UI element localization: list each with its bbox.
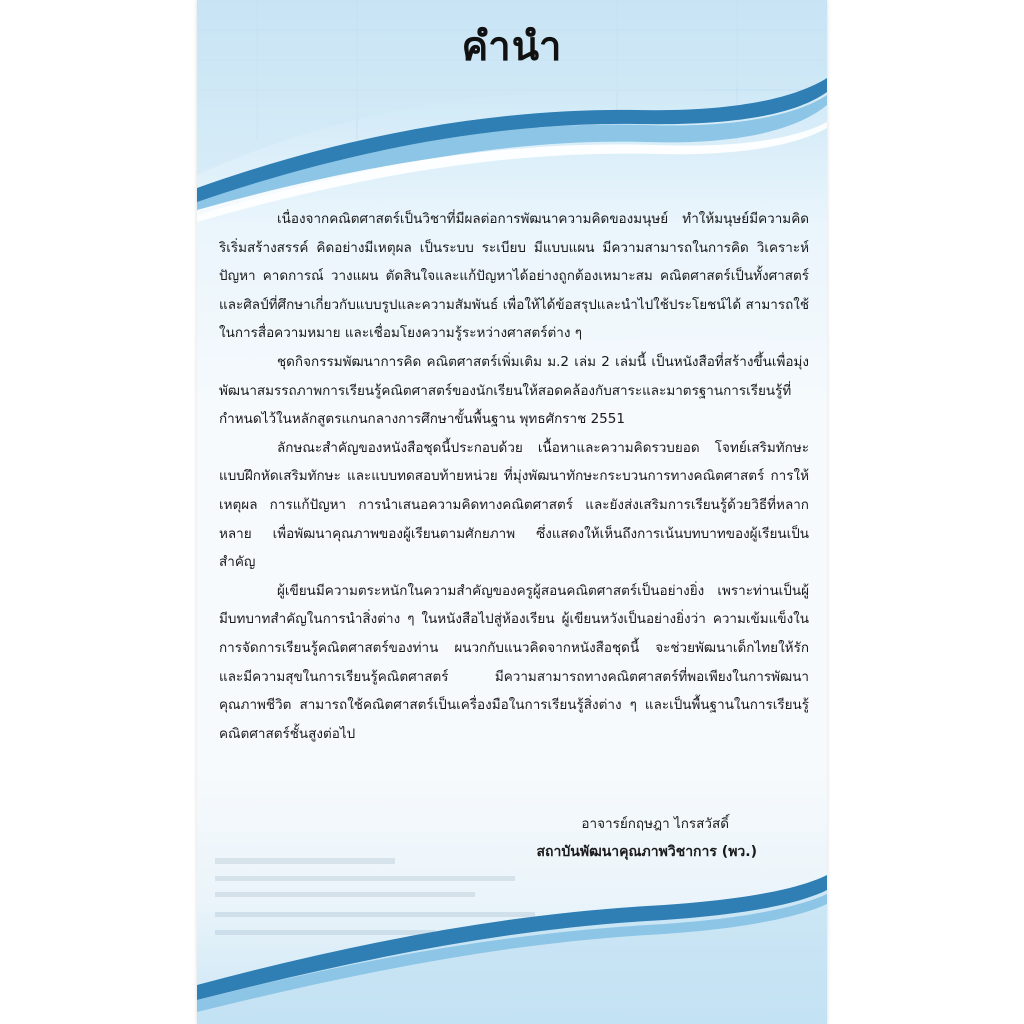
- preface-body: [219, 205, 809, 748]
- paragraph: ผู้เขียนมีความตระหนักในความสำคัญของครูผู้สอนคณิตศาสตร์เป็นอย่างยิ่ง เพราะท่านเป็นผู้มีบทบาทสำคัญในการนำสิ่งต่าง ๆ ในหนังสือไปสู่ห้องเรียน ผู้เขียนหวังเป็นอย่างยิ่งว่า ความเข้มแข็งในการจัดการเรียนรู้คณิตศาสตร์ของท่าน ผนวกกับแนวคิดจากหนังสือชุดนี้ จะช่วยพัฒนาเด็กไทยให้รักและมีความสุขในการเรียนรู้คณิตศาสตร์ มีความสามารถทางคณิตศาสตร์ที่พอเพียงในการพัฒนาคุณภาพชีวิต สามารถใช้คณิตศาสตร์เป็นเครื่องมือในการเรียนรู้สิ่งต่าง ๆ และเป็นพื้นฐานในการเรียนรู้คณิตศาสตร์ชั้นสูงต่อไป: [219, 582, 809, 742]
- organization-name: สถาบันพัฒนาคุณภาพวิชาการ (พว.): [536, 844, 757, 860]
- paragraph: ลักษณะสำคัญของหนังสือชุดนี้ประกอบด้วย เนื้อหาและความคิดรวบยอด โจทย์เสริมทักษะ แบบฝึกหัดเสริมทักษะ และแบบทดสอบท้ายหน่วย ที่มุ่งพัฒนาทักษะกระบวนการทางคณิตศาสตร์ การให้เหตุผล การแก้ปัญหา การนำเสนอความคิดทางคณิตศาสตร์ และยังส่งเสริมการเรียนรู้ด้วยวิธีที่หลากหลาย เพื่อพัฒนาคุณภาพของผู้เรียนตามศักยภาพ ซึ่งแสดงให้เห็นถึงการเน้นบทบาทของผู้เรียนเป็นสำคัญ: [219, 439, 809, 571]
- signature-block: [197, 810, 757, 866]
- document-page: [197, 0, 827, 1024]
- paragraph: เนื่องจากคณิตศาสตร์เป็นวิชาที่มีผลต่อการพัฒนาความคิดของมนุษย์ ทำให้มนุษย์มีความคิดริเริ่มสร้างสรรค์ คิดอย่างมีเหตุผล เป็นระบบ ระเบียบ มีแบบแผน มีความสามารถในการคิด วิเคราะห์ปัญหา คาดการณ์ วางแผน ตัดสินใจและแก้ปัญหาได้อย่างถูกต้องเหมาะสม คณิตศาสตร์เป็นทั้งศาสตร์และศิลป์ที่ศึกษาเกี่ยวกับแบบรูปและความสัมพันธ์ เพื่อให้ได้ข้อสรุปและนำไปใช้ประโยชน์ได้ สามารถใช้ในการสื่อความหมาย และเชื่อมโยงความรู้ระหว่างศาสตร์ต่าง ๆ: [219, 211, 809, 342]
- author-name: อาจารย์กฤษฎา ไกรสวัสดิ์: [581, 816, 729, 832]
- page-title: คำนำ: [461, 24, 563, 70]
- paragraph: ชุดกิจกรรมพัฒนาการคิด คณิตศาสตร์เพิ่มเติม ม.2 เล่ม 2 เล่มนี้ เป็นหนังสือที่สร้างขึ้นเพื่อมุ่งพัฒนาสมรรถภาพการเรียนรู้คณิตศาสตร์ของนักเรียนให้สอดคล้องกับสาระและมาตรฐานการเรียนรู้ที่กำหนดไว้ในหลักสูตรแกนกลางการศึกษาขั้นพื้นฐาน พุทธศักราช 2551: [219, 353, 809, 428]
